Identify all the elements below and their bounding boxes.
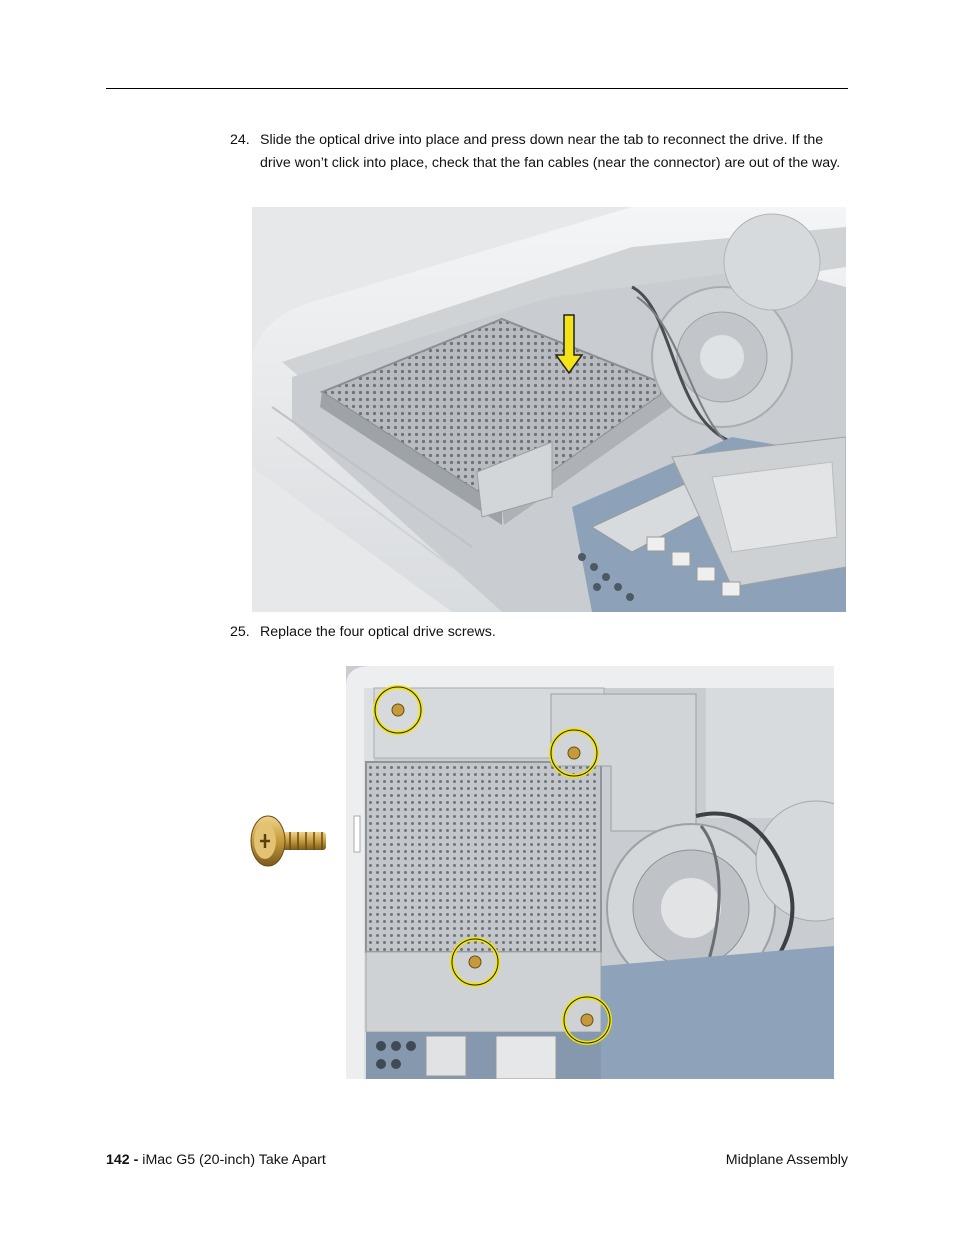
step-24	[230, 129, 848, 174]
section-title: Midplane Assembly	[725, 1152, 848, 1168]
photo-screw	[248, 812, 330, 872]
step-number: 25.	[230, 624, 250, 640]
footer-left	[106, 1150, 326, 1170]
manual-title: iMac G5 (20-inch) Take Apart	[142, 1152, 326, 1168]
photo-optical-drive-screws	[346, 666, 834, 1079]
step-number: 24.	[230, 132, 250, 148]
page-number: 142 -	[106, 1152, 139, 1168]
step-25	[230, 621, 848, 644]
header-rule	[106, 88, 848, 89]
step-text: Slide the optical drive into place and press down near the tab to reconnect the drive. If the drive won’t click into place, check that the fan cables (near the connector) are out of the way.	[260, 132, 841, 171]
photo-optical-drive-install	[252, 207, 846, 612]
step-text: Replace the four optical drive screws.	[260, 624, 496, 640]
